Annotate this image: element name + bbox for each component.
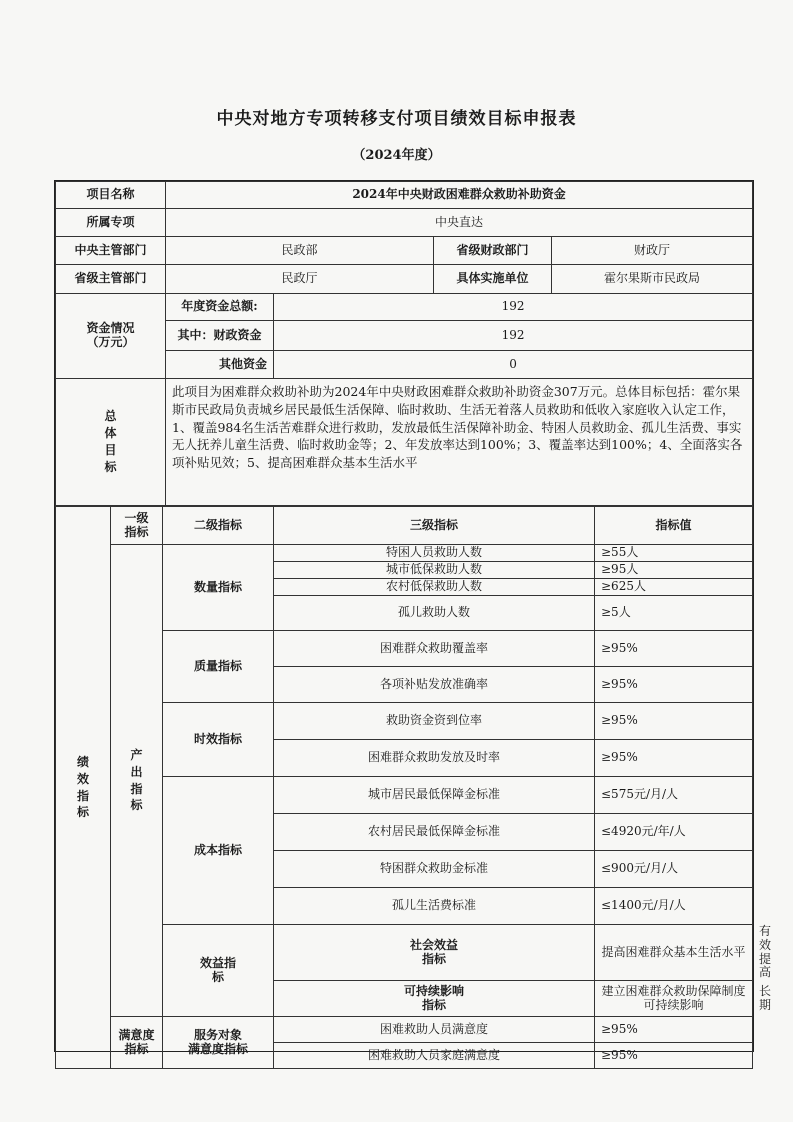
header-value: 指标值 [595,507,753,545]
header-level2: 二级指标 [163,507,274,545]
central-dept-label: 中央主管部门 [56,237,166,265]
category-value: 中央直达 [166,209,753,237]
indicator-name: 困难救助人员家庭满意度 [274,1043,595,1069]
benefit-indicators-label: 效益指 标 [163,925,274,1017]
indicator-value: ≤4920元/年/人 [595,814,753,851]
indicator-value: ≤900元/月/人 [595,851,753,888]
indicator-name: 孤儿救助人数 [274,596,595,631]
indicators-table: 绩 效 指 标 一级 指标 二级指标 三级指标 指标值 产 出 指 标 数量指标 特困人员救助人数 ≥55人 城市低保救助人数 ≥95人 农村低保救助人数 ≥625人 孤儿救助人数 ≥5人 质量指标 困难群众救助覆盖率 ≥95% 各项补贴发放准确率 ≥95% 时效指标 救助资金资到位率 ≥95% 困难群众救助发放及时率 ≥95% 成本指标 城市居民最低保障金标准 ≤575元/月/人 农村居民最低保障金标准 ≤4920元/年/人 特困群众救助金标准 ≤900元/月/人 孤儿生活费标准 ≤1400元/月/人 效益指 标 社会效益 指标 提高困难群众基本生活水平 有效提高 可持续影响 指标 建立困难群众救助保障制度可持续影响 长期 满意度 指标 服务对象 满意度指标 困难救助人员满意度 ≥95% 困难救助人员家庭满意度 ≥95% [55,506,753,1069]
funds-other-value: 0 [274,351,753,379]
funds-total-value: 192 [274,294,753,321]
indicator-value: ≥95% [595,703,753,740]
provincial-finance-value: 财政厅 [552,237,753,265]
indicator-name: 困难群众救助发放及时率 [274,740,595,777]
timeliness-indicators-label: 时效指标 [163,703,274,777]
page-title: 中央对地方专项转移支付项目绩效目标申报表 [216,109,577,129]
indicator-name: 各项补贴发放准确率 [274,667,595,703]
indicator-name: 城市低保救助人数 [274,562,595,579]
indicator-name: 困难群众救助覆盖率 [274,631,595,667]
satisfaction-indicators-label: 满意度 指标 [111,1017,163,1069]
funds-label: 资金情况 （万元） [56,294,166,379]
indicator-name: 城市居民最低保障金标准 [274,777,595,814]
social-benefit-label: 社会效益 指标 [274,925,595,981]
provincial-finance-label: 省级财政部门 [434,237,552,265]
indicator-value: ≥95% [595,1043,753,1069]
indicator-name: 农村居民最低保障金标准 [274,814,595,851]
sustainable-impact-label: 可持续影响 指标 [274,981,595,1017]
header-level3: 三级指标 [274,507,595,545]
indicator-value: ≥95% [595,631,753,667]
indicator-value: ≥95人 [595,562,753,579]
cost-indicators-label: 成本指标 [163,777,274,925]
provincial-dept-label: 省级主管部门 [56,265,166,294]
indicator-name: 困难救助人员满意度 [274,1017,595,1043]
indicator-value: ≥95% [595,667,753,703]
category-label: 所属专项 [56,209,166,237]
quantity-indicators-label: 数量指标 [163,545,274,631]
objective-label: 总 体 目 标 [56,379,166,506]
page-year: （2024年度） [352,148,441,163]
funds-total-label: 年度资金总额: [166,294,274,321]
objective-text: 此项目为困难群众救助补助为2024年中央财政困难群众救助补助资金307万元。总体目标包括：霍尔果斯市民政局负责城乡居民最低生活保障、临时救助、生活无着落人员救助和低收入家庭收入认定工作，1、覆盖984名生活苦难群众进行救助，发放最低生活保障补助金、特困人员救助金、孤儿生活费、事实无人抚养儿童生活费、临时救助金等；2、年发放率达到100%；3、覆盖率达到100%；4、全面落实各项补贴见效；5、提高困难群众基本生活水平 [166,379,753,506]
indicator-name: 特困人员救助人数 [274,545,595,562]
indicator-name: 孤儿生活费标准 [274,888,595,925]
implementer-label: 具体实施单位 [434,265,552,294]
funds-fiscal-value: 192 [274,321,753,351]
indicator-name: 农村低保救助人数 [274,579,595,596]
indicator-name: 特困群众救助金标准 [274,851,595,888]
indicator-name: 建立困难群众救助保障制度可持续影响 [595,981,753,1017]
service-satisfaction-label: 服务对象 满意度指标 [163,1017,274,1069]
indicator-value: ≥625人 [595,579,753,596]
indicator-name: 救助资金资到位率 [274,703,595,740]
project-name-label: 项目名称 [56,182,166,209]
provincial-dept-value: 民政厅 [166,265,434,294]
central-dept-value: 民政部 [166,237,434,265]
implementer-value: 霍尔果斯市民政局 [552,265,753,294]
indicator-value: ≤1400元/月/人 [595,888,753,925]
indicator-value: ≥95% [595,740,753,777]
quality-indicators-label: 质量指标 [163,631,274,703]
indicators-section-label: 绩 效 指 标 [56,507,111,1069]
funds-other-label: 其他资金 [166,351,274,379]
indicator-name: 提高困难群众基本生活水平 [595,925,753,981]
funds-fiscal-label: 其中：财政资金 [166,321,274,351]
indicator-value: ≥95% [595,1017,753,1043]
indicator-value: ≥5人 [595,596,753,631]
project-info-table [55,181,753,506]
indicator-value: ≤575元/月/人 [595,777,753,814]
project-name-value: 2024年中央财政困难群众救助补助资金 [166,182,753,209]
output-indicators-label: 产 出 指 标 [111,545,163,1017]
header-level1: 一级 指标 [111,507,163,545]
form-frame [54,180,772,1062]
indicator-value: ≥55人 [595,545,753,562]
